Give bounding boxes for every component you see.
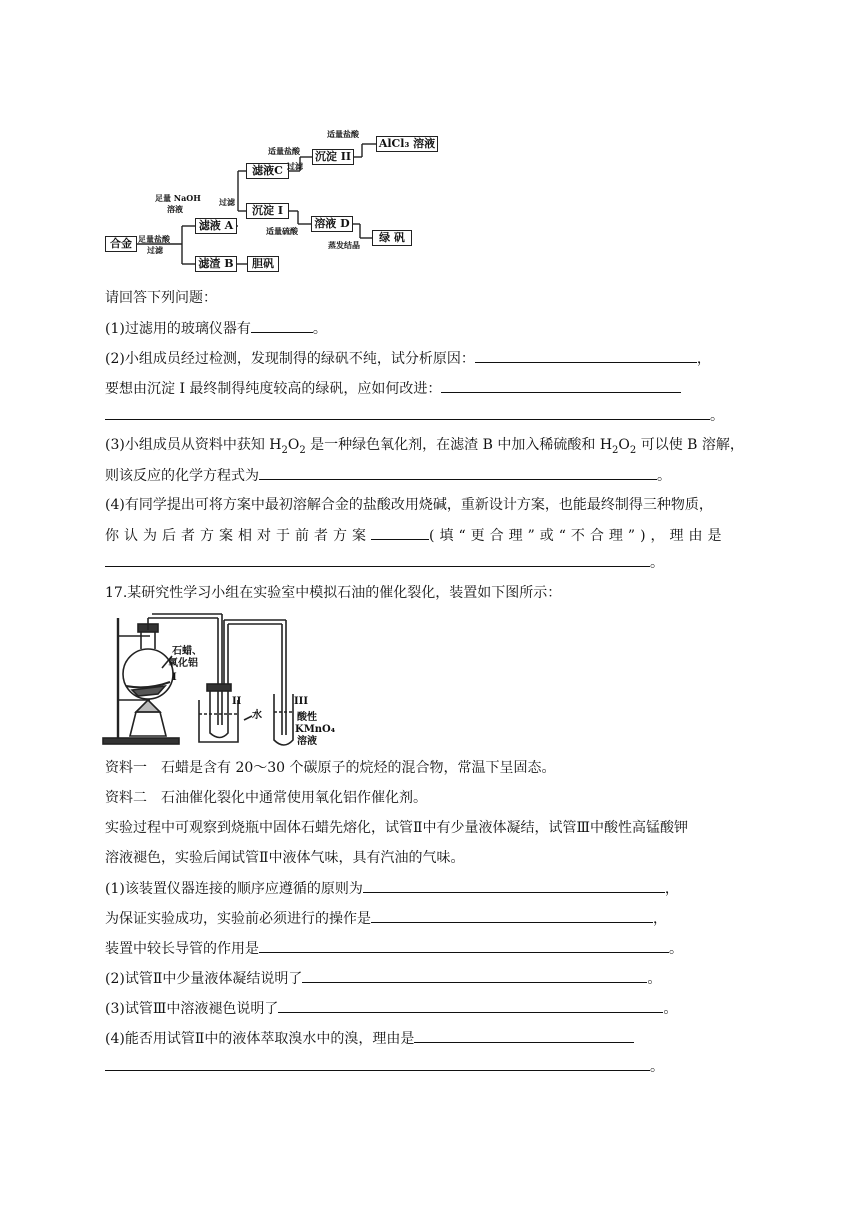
q16-part3a-post: 是一种绿色氧化剂，在滤渣 B 中加入稀硫酸和 H (305, 437, 613, 453)
label-solution: 溶液 (297, 736, 317, 747)
q17-part1b (105, 908, 667, 929)
q16-part4a: (4)有同学提出可将方案中最初溶解合金的盐酸改用烧碱，重新设计方案，也能最终制得三种物质， (105, 497, 713, 513)
label-naoh-2: 溶液 (167, 204, 183, 214)
box-blue-vitriol: 胆矾 (247, 256, 279, 272)
q17-part1a-blank[interactable] (363, 878, 665, 893)
q17-part2-end: 。 (647, 971, 662, 987)
q16-sub-4: 2 (629, 444, 637, 456)
label-alumina: 氧化铝 (168, 658, 198, 669)
q17-obs1: 实验过程中可观察到烧瓶中固体石蜡先熔化，试管Ⅱ中有少量液体凝结，试管Ⅲ中酸性高锰酸钾 (105, 820, 689, 836)
q17-part1a-text: (1)该装置仪器连接的顺序应遵循的原则为 (105, 881, 363, 897)
q16-part1-end: 。 (312, 321, 327, 337)
box-filtrate-a: 滤液 A (195, 218, 237, 234)
q16-sub-2: 2 (299, 444, 306, 456)
q16-part3a-tail: 可以使 B 溶解， (636, 437, 744, 453)
q16-intro: 请回答下列问题： (105, 290, 217, 306)
q17-part4a (105, 1028, 634, 1049)
label-acid-2: 适量盐酸 (327, 129, 359, 139)
box-precip-1: 沉淀 I (246, 203, 289, 219)
q16-part3a-mid: O (287, 437, 300, 453)
box-residue-b: 滤渣 B (195, 256, 237, 272)
q17-ref1: 资料一 石蜡是含有 20～30 个碳原子的烷烃的混合物，常温下呈固态。 (105, 760, 556, 776)
box-alcl3: AlCl₃ 溶液 (376, 136, 438, 152)
box-alloy: 合金 (105, 236, 137, 252)
q17-part4b-end: 。 (650, 1059, 664, 1075)
q16-part1-text: (1)过滤用的玻璃仪器有 (105, 321, 251, 337)
label-i: I (172, 672, 177, 683)
box-green-vitriol: 绿 矾 (372, 230, 412, 246)
q17-part1b-end: ， (653, 911, 667, 927)
label-paraffin: 石蜡、 (172, 646, 202, 657)
label-filter-c: 过滤 (287, 161, 303, 171)
q16-part3b-end: 。 (657, 468, 671, 484)
box-precip-2: 沉淀 II (312, 149, 354, 165)
q17-part1c (105, 938, 683, 959)
q17-obs2: 溶液褪色，实验后闻试管Ⅱ中液体气味，具有汽油的气味。 (105, 850, 465, 866)
label-acidic: 酸性 (297, 712, 317, 723)
label-ii: II (232, 696, 242, 707)
q16-part2a-text: (2)小组成员经过检测，发现制得的绿矾不纯，试分析原因： (105, 351, 475, 367)
label-hcl-filter-2: 过滤 (147, 245, 163, 255)
q17-part1c-end: 。 (669, 941, 683, 957)
label-hcl-filter-1: 足量盐酸 (138, 234, 170, 244)
q16-part4b-post: (填“更合理”或“不合理”)，理由是 (429, 528, 727, 544)
q17-part3-end: 。 (663, 1001, 678, 1017)
label-h2so4: 适量硫酸 (266, 226, 298, 236)
q16-sub-3: 2 (612, 444, 619, 456)
q17-part2-blank[interactable] (302, 968, 647, 983)
q17-part1c-text: 装置中较长导管的作用是 (105, 941, 259, 957)
q17-part1a (105, 878, 679, 899)
q16-part3a-pre: (3)小组成员从资料中获知 H (105, 437, 282, 453)
q16-part3a-mid2: O (618, 437, 630, 453)
q17-part3 (105, 998, 677, 1019)
q16-part3b-text: 则该反应的化学方程式为 (105, 468, 259, 484)
q16-part2b-text: 要想由沉淀 I 最终制得纯度较高的绿矾，应如何改进： (105, 381, 442, 397)
q17-part3-blank[interactable] (278, 998, 663, 1013)
q16-sub-1: 2 (281, 444, 288, 456)
q17-part2-text: (2)试管Ⅱ中少量液体凝结说明了 (105, 971, 303, 987)
q16-part2c-end: 。 (710, 408, 724, 424)
q17-ref2: 资料二 石油催化裂化中通常使用氧化铝作催化剂。 (105, 790, 427, 806)
box-solution-d: 溶液 D (311, 216, 353, 232)
label-acid-c: 适量盐酸 (268, 146, 300, 156)
q17-part1b-text: 为保证实验成功，实验前必须进行的操作是 (105, 911, 371, 927)
label-evap: 蒸发结晶 (328, 240, 360, 250)
q17-part2 (105, 968, 661, 989)
label-water: 水 (252, 710, 262, 721)
q16-part4c-end: 。 (650, 555, 664, 571)
q17-part1b-blank[interactable] (371, 908, 653, 923)
q16-part2a-end: ， (696, 351, 711, 367)
q17-part1c-blank[interactable] (259, 938, 669, 953)
q17-part1a-end: ， (664, 881, 679, 897)
label-naoh-1: 足量 NaOH (155, 193, 201, 203)
q17-title: 17.某研究性学习小组在实验室中模拟石油的催化裂化，装置如下图所示： (105, 585, 562, 601)
q17-part4b (105, 1056, 664, 1077)
label-kmno4: KMnO₄ (295, 724, 336, 735)
q17-part4a-blank[interactable] (414, 1028, 634, 1043)
label-filter: 过滤 (219, 197, 235, 207)
box-filtrate-c: 滤液C (246, 163, 289, 179)
q17-part4b-blank[interactable] (105, 1056, 650, 1071)
label-iii: III (294, 696, 309, 707)
q16-part4b-pre: 你认为后者方案相对于前者方案 (105, 528, 371, 544)
q17-part4a-text: (4)能否用试管Ⅱ中的液体萃取溴水中的溴，理由是 (105, 1031, 415, 1047)
q17-part3-text: (3)试管Ⅲ中溶液褪色说明了 (105, 1001, 279, 1017)
